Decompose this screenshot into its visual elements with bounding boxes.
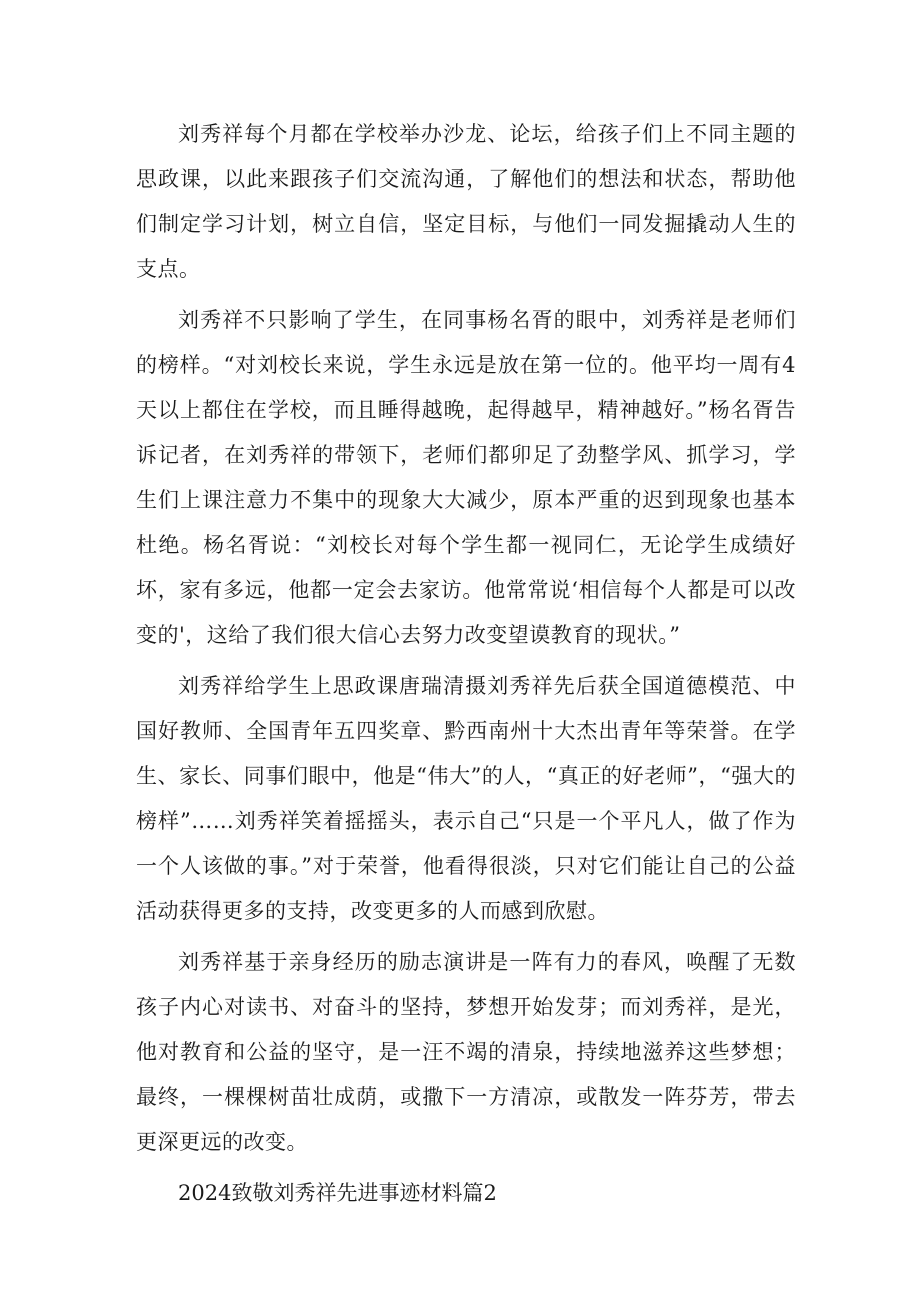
paragraph-inspiration: 刘秀祥基于亲身经历的励志演讲是一阵有力的春风，唤醒了无数孩子内心对读书、对奋斗的坚持，梦想开始发芽；而刘秀祥，是光，他对教育和公益的坚守，是一汪不竭的清泉，持续地滋养这些梦想；最终，一棵棵树苗壮成荫，或撒下一方清凉，或散发一阵芬芳，带去更深更远的改变。 [136, 950, 796, 1154]
paragraph-honors: 刘秀祥给学生上思政课唐瑞清摄刘秀祥先后获全国道德模范、中国好教师、全国青年五四奖章、黔西南州十大杰出青年等荣誉。在学生、家长、同事们眼中，他是“伟大”的人，“真正的好老师”，“强大的榜样”……刘秀祥笑着摇摇头，表示自己“只是一个平凡人，做了作为一个人该做的事。”对于荣誉，他看得很淡，只对它们能让自己的公益活动获得更多的支持，改变更多的人而感到欣慰。 [136, 674, 796, 923]
paragraph-salon-forums: 刘秀祥每个月都在学校举办沙龙、论坛，给孩子们上不同主题的思政课，以此来跟孩子们交流沟通，了解他们的想法和状态，帮助他们制定学习计划，树立自信，坚定目标，与他们一同发掘撬动人生的支点。 [136, 122, 796, 281]
paragraph-colleague-testimony: 刘秀祥不只影响了学生，在同事杨名胥的眼中，刘秀祥是老师们的榜样。“对刘校长来说，学生永远是放在第一位的。他平均一周有4天以上都住在学校，而且睡得越晚，起得越早，精神越好。”杨名胥告诉记者，在刘秀祥的带领下，老师们都卯足了劲整学风、抓学习，学生们上课注意力不集中的现象大大减少，原本严重的迟到现象也基本杜绝。杨名胥说：“刘校长对每个学生都一视同仁，无论学生成绩好坏，家有多远，他都一定会去家访。他常常说‘相信每个人都是可以改变的'，这给了我们很大信心去努力改变望谟教育的现状。” [136, 308, 796, 647]
section-heading: 2024致敬刘秀祥先进事迹材料篇2 [178, 1181, 497, 1205]
document-body [136, 112, 796, 1216]
